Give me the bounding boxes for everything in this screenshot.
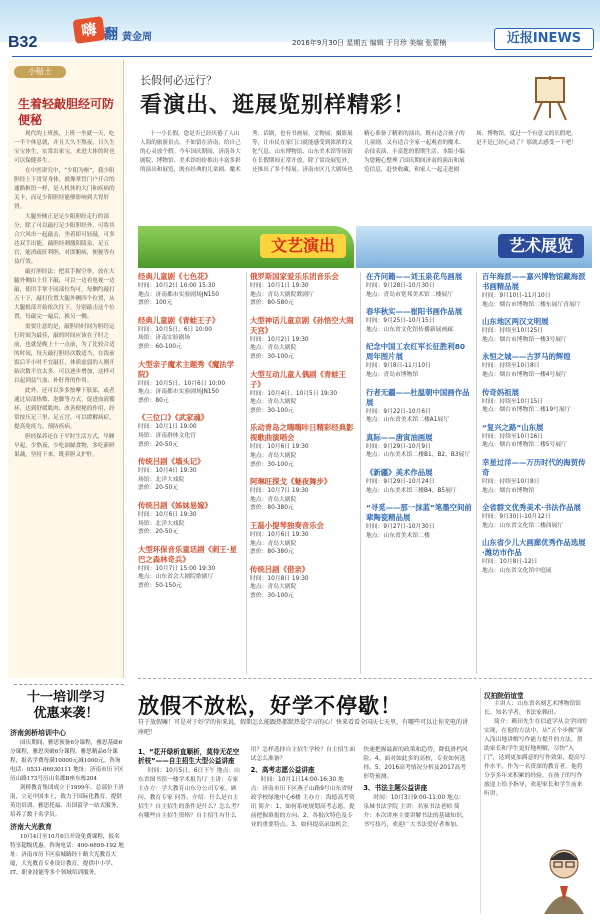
listing-title: 幸星过洋——万历时代的海贸传奇	[482, 457, 586, 477]
listing-detail: 票价：100元	[138, 300, 173, 307]
listing-detail: 时间：10月7日 19:30	[250, 488, 309, 495]
listing-detail: 时间：9月8日-11月10日	[366, 363, 431, 370]
listing-detail: 地点：烟台市博物馆二楼东展厅青展厅	[482, 301, 581, 308]
ad-heading: 济南大光教育	[10, 823, 52, 831]
listing-item	[366, 433, 472, 460]
listing-detail: 地点：济南都市实验剧场JN150	[138, 389, 219, 396]
listing-detail: 时间：9月10日-11月10日	[482, 293, 551, 299]
listing-item	[366, 342, 472, 379]
listing-item	[482, 423, 588, 450]
listing-title: 俄罗斯国家爱乐乐团音乐会	[250, 272, 339, 281]
section-badge: 嗨	[72, 16, 105, 44]
listing-title: 经典儿童剧《七色花》	[138, 272, 212, 281]
listing-detail: 时间：10月5日、6日 10:00	[138, 326, 212, 333]
listing-item	[482, 458, 588, 495]
listing-title: 行者无疆——杜温朝中国画作品展	[366, 387, 470, 407]
listing-title: 山东省少儿大画廊优秀作品选展·潍坊市作品	[482, 538, 586, 558]
listing-detail: 时间：9月22日-10月6日	[366, 408, 431, 415]
listing-item	[482, 272, 588, 309]
listing-title: 传统吕剧《借亲》	[250, 564, 310, 574]
listing-title: “复兴之路”山东展	[482, 422, 544, 432]
listing-item	[482, 503, 588, 530]
lecturer-portrait-icon	[540, 842, 588, 914]
listing-detail: 时间：持续至10月8日	[482, 363, 540, 370]
lecture-text: 时间：10月3日9:00-11:00 地点：泉城书法学院 主讲：名家书法老师 简介：本次讲座主要讲解书法的基础知识，书写技巧，欢迎广大书法爱好者参加。	[363, 795, 468, 828]
listing-title: 大型互动儿童人偶剧《青蛙王子》	[250, 369, 347, 389]
listing-detail: 地点：山东省文化馆传播新展画廊	[366, 326, 453, 333]
listing-item	[138, 501, 244, 537]
lecture-text: 时间：10月5日、6日下午 地点：山东省图书馆一楼学术报告厅 主讲：专家 主办方：学大教育山东分公司专家、顾问、教育专家 问答。介绍：什么是自主招生？自主招生的条件是什么？怎么考？有哪些自主招生资格？自主招生有什么用？怎样选择自主招生学校？自主招生面试怎么准备？	[138, 747, 356, 819]
listing-detail: 票价：60-100元	[138, 343, 182, 350]
listing-item	[138, 457, 244, 493]
listing-detail: 票价：80-380元	[250, 549, 294, 556]
right-box-text	[484, 700, 588, 799]
listing-item	[482, 317, 588, 344]
listing-detail: 票价：80元	[138, 397, 169, 404]
listing-item	[250, 370, 356, 416]
lecture-heading: 3、书法主题公益讲座	[363, 784, 428, 792]
listing-detail: 时间：持续至10月25日	[482, 328, 544, 335]
listing-title: 山东地区两汉文明展	[482, 317, 549, 327]
listing-item	[366, 272, 472, 299]
lead-intro: 十一小长假，您是否已经厌倦了人山人海的旅游景点，不如留在济南，给自己的心灵放个假。今年国庆期间，济南各大剧院、博物馆、美术馆纷纷推出丰富多彩的演出和展览，既有经典的儿童剧、魔术秀、话剧，也有书画展、文物展、摄影展等，让市民在家门口就能感受到浓浓的文化气息。山东博物馆、山东美术馆等场馆在长假期间正常开放，除了常设展览外，还推出了多个特展。济南市区几大剧场也精心准备了精彩的演出，既有适合孩子的儿童剧，又有适合全家一起观看的魔术、杂技表演，丰富您的假期生活。本版小编为您精心整理了国庆期间济南的演出和展览信息，赶快收藏，和家人一起走进剧场、博物馆，度过一个有意义的长假吧。是不是已经心动了？那就去感受一下吧！	[140, 131, 577, 173]
listing-item	[366, 307, 472, 334]
newspaper-logo: 近报INEWS	[494, 28, 594, 50]
column-divider	[476, 272, 477, 674]
easel-icon	[528, 74, 572, 122]
listing-item	[250, 477, 356, 513]
listing-detail: 时间：9月30日-10月12日	[482, 514, 551, 521]
listing-detail: 地点：山东美术馆二楼B1、B2、B3展厅	[366, 452, 471, 459]
listing-detail: 时间：10月5日、10月6日 10:00	[138, 380, 226, 387]
right-box-paragraph: 主讲人：山东省名刻艺术博物馆馆长、知名学者、书法家赖田。	[484, 701, 581, 716]
listing-item	[250, 423, 356, 469]
sidebar-title: 生着轻敲胆经可防便秘	[18, 97, 115, 127]
listing-title: 春华秋实——崔阳书画作品展	[366, 307, 463, 317]
listing-item	[138, 316, 244, 352]
listing-detail: 地点：青岛市宽邦美术馆二楼展厅	[366, 291, 453, 298]
listing-detail: 地点：烟台市博物馆一楼4号展厅	[482, 371, 567, 378]
listing-detail: 时间：10月1日 19:30	[250, 283, 309, 289]
sidebar-paragraph: 大腿外侧正是足少阳胆经走行的部分，除了可以敲打足少阳胆经外，可将其合穴风市一起敲击，坐着即可轻敲，可多达双手出能，敲胆经刺激阳陵泉、足五宫，能消疏肝利胆，对即腑病，便秘等有益疗效。	[14, 214, 115, 265]
listing-detail: 票价：20-50元	[138, 441, 179, 448]
listing-title: 全省群文优秀美术·书法作品展	[482, 503, 581, 513]
bottom-body	[138, 746, 468, 914]
page-number: B32	[8, 34, 38, 51]
ad-text: 国庆期间，雅思预备6分课程，雅思基础6分课程，雅思突破6分课程，雅思精品6分课程，报名学费每满10000元减1000元。咨询电话：0531-86930111 地址：济南市历下区历山路173号历山名郡B座东栋204	[10, 740, 124, 782]
section-divider	[138, 678, 592, 679]
sidebar-divider	[14, 684, 124, 685]
listing-detail: 场馆：北洋大戏院	[138, 520, 185, 527]
listing-detail: 地点：青岛大剧院歌剧厅	[250, 291, 314, 298]
banner-exhibitions-label: 艺术展览	[498, 234, 584, 258]
sidebar-paragraph: 需要注意的是，敲胆经时间为胆经运行时间为最佳，敲的时间应该在子时之前，也就是晚上十一点前，为了比较合适的时间，每天敲打胆经次数适当，在饭前饭后半小时不宜敲打，体质虚弱的人刚开始次数不宜太多，可以逐步增加，这样可以起到益气血、补肝肾的作用。	[14, 324, 115, 384]
listing-detail: 时间：10月1日 19:00	[138, 424, 197, 431]
listing-detail: 时间：9月29日-10月9日	[366, 443, 431, 450]
listing-title: 百年海派——嘉兴博物馆藏海派书画精品展	[482, 272, 586, 291]
listing-item	[482, 352, 588, 379]
listing-title: 大型亲子魔术主题秀《魔法学院》	[138, 359, 235, 379]
listing-item	[482, 538, 588, 575]
listing-title: 真际——唐寅油画展	[366, 432, 433, 442]
listing-item	[250, 272, 356, 308]
listing-detail: 地点：山东省文化馆二楼西展厅	[482, 522, 564, 529]
listing-item	[250, 316, 356, 362]
listing-detail: 地点：山东省文化馆中庭展	[482, 567, 552, 574]
listing-detail: 场馆：济南实验剧场	[138, 335, 191, 342]
lecture-heading: 1、“花开绿析直顺析，莫待无花空折枝”——自主招生大型公益讲座	[138, 748, 240, 765]
listing-detail: 票价：80-380元	[250, 505, 294, 512]
banner-exhibitions	[356, 226, 592, 268]
listing-title: 《新疆》美术作品展	[366, 467, 433, 477]
ad-text: 10月4日至10月6日开设免费课程，报名特享超级优惠。咨询电话：400-6699-192 地址：济南市历下区泉城路经十路大光教育大厦，大光教育专业设计教育，提供中小学、IT、职业技能等多个领域培训服务。	[10, 834, 124, 876]
listing-title: 王磊小提琴独奏音乐会	[250, 520, 324, 530]
listing-item	[366, 503, 472, 540]
listing-item	[250, 521, 356, 557]
listing-title: 《三位口》《武家魂》	[138, 413, 209, 423]
ad-body	[10, 726, 124, 878]
listing-detail: 票价：30-100元	[250, 461, 294, 468]
listing-item	[366, 388, 472, 425]
sidebar-tag: 小贴士	[14, 66, 66, 78]
listing-title: “寻觅——那一抹蓝”笔墨空间前辈陶瓷精品展	[366, 503, 472, 523]
performance-list-col2	[250, 272, 356, 608]
listing-item	[482, 388, 588, 415]
listing-title: 在齐问籍——刘玉泉花鸟画展	[366, 272, 463, 281]
listing-detail: 票价：30-100元	[250, 592, 294, 599]
listing-detail: 票价：30-100元	[250, 407, 294, 414]
listing-detail: 票价：20-50元	[138, 529, 179, 536]
ad-text: 剑桥教育集团成立于1999年，总部位于济南，立足中国本土，致力于国际化教育，提供英语培训、雅思托福、出国留学一站式服务，培养了数千名学员。	[10, 785, 124, 818]
listing-detail: 时间：10月6日 19:30	[250, 444, 309, 451]
sidebar-paragraph: 胆经保养还在于平时生活方式，早睡早起，少熬夜，少吃油腻食物，多吃新鲜果蔬，坚持下来，既养胆又护肝。	[14, 434, 115, 458]
listing-title: 传统吕剧《墙头记》	[138, 457, 205, 467]
listing-detail: 地点：烟台市博物馆二楼5号展厅	[482, 442, 567, 449]
listing-item	[138, 360, 244, 406]
listing-item	[138, 545, 244, 591]
lecture-heading: 2、高考志愿公益讲座	[250, 766, 315, 774]
listing-detail: 地点：青岛大剧院	[250, 540, 297, 547]
ad-heading: 济南剑桥培训中心	[10, 729, 66, 737]
listing-title: 经典儿童剧《青蛙王子》	[138, 315, 220, 325]
listing-detail: 时间：10月2日 19:30	[250, 336, 309, 343]
lecture-text: 时间：10月1日14:00-16:30 地点：济南市历下区燕子山路9号山东省财政学校绿地中心6楼 主办方：海德高考资讯 简介：1、如何系统规划高考志愿，提前把握填报的方向。2、各批次特色及专业的重要特点。3、如何提高录取机会，快速把握最新的政策和趋势，降低滑档风险。4、面对如此多的高校，专业如何选择。5、2016高考情况分析及2017高考形势预测。	[250, 747, 468, 828]
exhibition-list-col4	[482, 272, 588, 584]
listing-detail: 时间：10月6日 19:30	[138, 511, 197, 518]
listing-detail: 时间：10月2日 10:00 15:30	[138, 283, 216, 289]
sidebar-body	[14, 130, 120, 461]
listing-detail: 地点：济南都市实验剧场JN150	[138, 291, 219, 298]
listing-detail: 地点：山东省美术馆二楼A1展厅	[366, 417, 450, 424]
listing-detail: 时间：持续至10月16日	[482, 433, 544, 440]
listing-item	[366, 468, 472, 495]
listing-detail: 时间：10月4日、10月5日 19:30	[250, 390, 338, 397]
listing-title: 大型神话儿童京剧《孙悟空大闹天宫》	[250, 315, 354, 335]
banner-performances-label: 文艺演出	[260, 234, 346, 258]
listing-detail: 时间：10月7日 15:00 19:30	[138, 565, 216, 572]
listing-detail: 票价：30-100元	[250, 353, 294, 360]
listing-title: 传奇妈祖展	[482, 387, 519, 397]
listing-detail: 时间：9月29日-10月24日	[366, 478, 435, 485]
listing-detail: 地点：青岛大剧院	[250, 584, 297, 591]
header-rule	[12, 56, 592, 57]
sidebar-paragraph: 现代的上班族，上班一坐就一天，吃一半个休息就，并且大久不熬夜，日久生宝宝体生，实常出家宝，来进大体的时也可以保健养生。	[14, 131, 115, 164]
listing-detail: 地点：烟台市博物馆	[482, 487, 535, 494]
banner-performances	[138, 226, 354, 268]
listing-detail: 地点：青岛市博物馆	[366, 371, 419, 378]
dateline: 2016年9月30日 星期五 编辑 于月珍 美编 张蒙楠	[292, 39, 447, 47]
lead-headline: 看演出、逛展览别样精彩！	[140, 93, 417, 118]
listing-detail: 场馆：济南群体文化宫	[138, 432, 196, 439]
sidebar-paragraph: 在中医讲究中，“少阳为枢”，我少阳胆经上下贯穿身体，就像掌管门户开合的通路枢纽一样，是人机体的大门和疾病的关卡，而足少阳胆经能够影响到大胃肝肾。	[14, 168, 115, 210]
listing-detail: 地点：青岛大剧院	[250, 496, 297, 503]
listing-title: 大型环保音乐童话剧《刺王·星巴之森林奇兵》	[138, 544, 237, 564]
subsection-name: 黄金周	[122, 32, 152, 43]
sidebar-paragraph: 敲打胆经法：把双手握空拳，放在大腿外侧由上往下敲，可以一边看电视一边敲，使用手掌不同部位均可，每侧约敲打五十下，敲打位置大腿外侧四个位置，从大腿根部开始依次往下，分别敲击这个位置，每敲完一遍后，换另一侧。	[14, 269, 115, 320]
listing-detail: 时间：9月28日-10月30日	[366, 283, 435, 289]
listing-detail: 票价：50-150元	[138, 582, 182, 589]
bottom-headline: 放假不放松，好学不停歇！	[138, 694, 402, 718]
listing-detail: 时间：10月8日-12日	[482, 559, 538, 566]
bottom-subhead: 符于放假嘛！可是对于好学的你来说，假期怎么能跟热都默热爱学习的心！快来看看全国庆七天里，有哪些可以让你充电的讲座吧！	[138, 719, 469, 736]
listing-detail: 时间：10月4日 19:30	[138, 468, 197, 475]
listing-detail: 场馆：北洋大戏院	[138, 476, 185, 483]
listing-title: 传统吕剧《姊妹易嫁》	[138, 500, 212, 510]
listing-detail: 地点：青岛大剧院	[250, 399, 297, 406]
listing-detail: 地点：青岛大剧院	[250, 452, 297, 459]
listing-item	[138, 272, 244, 308]
section-name: 翻	[104, 27, 118, 43]
exhibition-list-col3	[366, 272, 472, 548]
listing-detail: 地点：烟台市博物馆二楼19号展厅	[482, 407, 571, 414]
listing-detail: 时间：10月8日 19:30	[250, 575, 309, 582]
listing-detail: 时间：9月27日-10月30日	[366, 524, 435, 531]
listing-detail: 地点：山东省会大剧院歌剧厅	[138, 574, 214, 581]
listing-title: 阿琳旺探戈《魅夜舞步》	[250, 477, 332, 487]
listing-detail: 时间：10月6日 19:30	[250, 531, 309, 538]
listing-detail: 时间：持续至10月15日	[482, 398, 544, 405]
listing-detail: 时间：持续至10月8日	[482, 478, 540, 485]
listing-item	[138, 413, 244, 449]
ad-title: 十一培训学习 优惠来袭！	[26, 690, 105, 721]
listing-detail: 时间：9月25日-10月15日	[366, 318, 435, 325]
listing-detail: 票价：80-580元	[250, 300, 294, 307]
performance-list-col1	[138, 272, 244, 598]
listing-item	[250, 565, 356, 601]
column-divider	[360, 272, 361, 674]
listing-title: 纪念中国工农红军长征胜利80周年图片展	[366, 342, 465, 362]
listing-detail: 地点：烟台市博物馆一楼3号展厅	[482, 336, 567, 343]
listing-title: 永恒之城——古罗马的辉煌	[482, 352, 571, 362]
listing-detail: 地点：山东美术馆三楼B4、B5展厅	[366, 487, 457, 494]
sidebar-paragraph: 此外，还可以多多按摩下肢部，或者通过局部热敷、泡脚等方式，促进血液循环，达到舒缓肌肉、改善便秘的作用，经常按压足三里、足五宫，可以缓解病症，提高免疫力，预防疾病。	[14, 388, 115, 430]
listing-detail: 票价：20-50元	[138, 485, 179, 492]
listing-title: 乐动青岛之嗨嗨咔日精彩经典影视歌曲演唱会	[250, 423, 354, 443]
listing-detail: 地点：山东省美术馆二楼	[366, 532, 430, 539]
listing-detail: 地点：青岛大剧院	[250, 345, 297, 352]
lead-kicker: 长假何必远行？	[140, 74, 217, 87]
right-box-paragraph: 简介：赖田先生在信道学从会学国的实现，在他的方法中，从“五个步骤”深入浅出地讲解写作能力提升的方法，帮助家长和学生更好地理解，尽快“入门”，达到更加满意的写作效果，提高写作水平。作为一名资深的教育者，他将分享多年来积累的经验，在孩子的写作旅途上给予指导，欢迎家长和学生前来听讲。	[484, 719, 587, 797]
right-box-title: 汉拍院佰谊堂	[484, 692, 524, 700]
column-divider	[246, 272, 247, 674]
